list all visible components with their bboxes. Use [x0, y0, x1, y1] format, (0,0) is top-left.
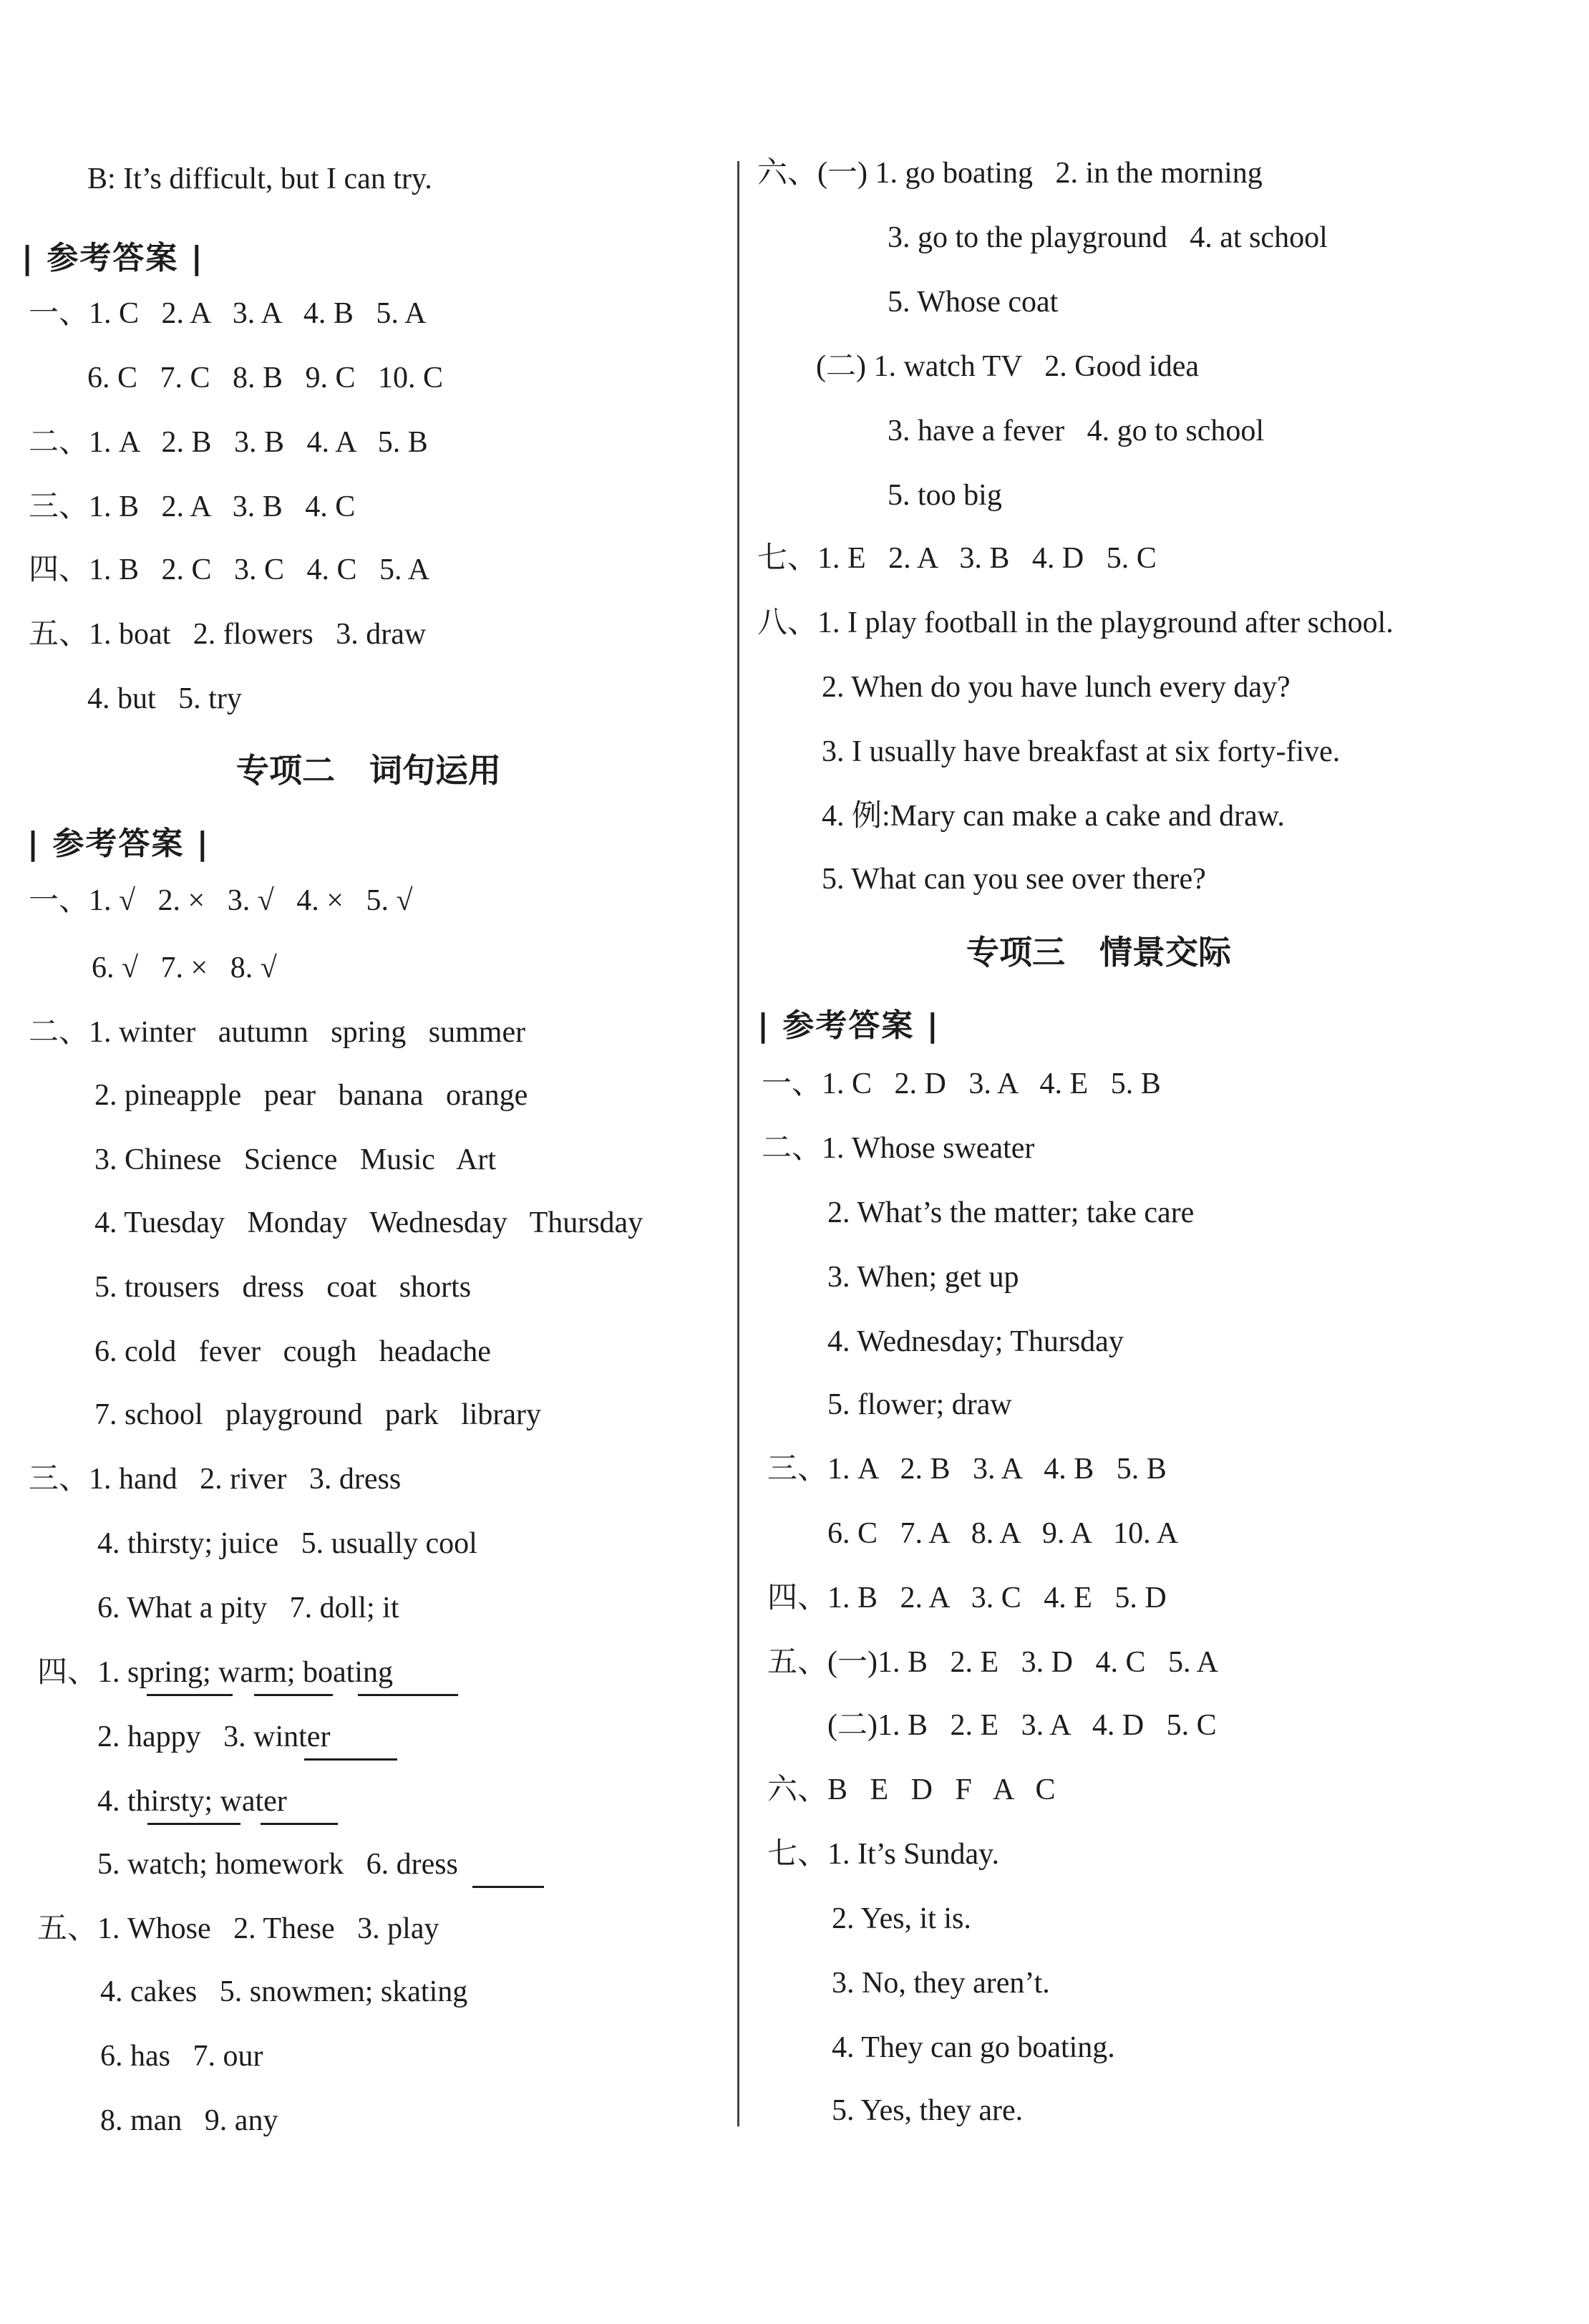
- answer-line: 5. Yes, they are.: [832, 2094, 1024, 2127]
- answer-line: 3. Chinese Science Music Art: [94, 1143, 497, 1176]
- answer-line: 五、(一)1. B 2. E 3. D 4. C 5. A: [767, 1646, 1219, 1679]
- answer-line: 七、1. E 2. A 3. B 4. D 5. C: [757, 542, 1157, 575]
- answer-line: 3. No, they aren’t.: [832, 1967, 1050, 2000]
- answer-line: (二)1. B 2. E 3. A 4. D 5. C: [827, 1709, 1217, 1742]
- answer-line: 六、B E D F A C: [767, 1773, 1056, 1806]
- answer-line: 一、1. C 2. D 3. A 4. E 5. B: [762, 1067, 1161, 1100]
- answer-line: 八、1. I play football in the playground after school.: [757, 606, 1394, 639]
- answer-line: 4. thirsty; juice 5. usually cool: [97, 1527, 477, 1560]
- answer-line: 二、1. winter autumn spring summer: [29, 1016, 526, 1049]
- answer-line: 4. Wednesday; Thursday: [827, 1325, 1124, 1358]
- underline-mark: [358, 1694, 458, 1696]
- answer-line: 4. 例:Mary can make a cake and draw.: [822, 800, 1285, 833]
- answer-line: 6. What a pity 7. doll; it: [97, 1592, 399, 1625]
- answer-line: 四、1. spring; warm; boating: [37, 1656, 393, 1689]
- underline-mark: [304, 1758, 397, 1761]
- answer-line: 五、1. Whose 2. These 3. play: [37, 1912, 439, 1945]
- section-title: 专项二 词句运用: [236, 751, 502, 790]
- answer-line: 四、1. B 2. A 3. C 4. E 5. D: [767, 1582, 1167, 1614]
- answer-line: 3. I usually have breakfast at six forty-five.: [822, 735, 1341, 768]
- answer-line: (二) 1. watch TV 2. Good idea: [816, 350, 1200, 383]
- section-title: 专项三 情景交际: [966, 933, 1232, 972]
- answer-line: 三、1. hand 2. river 3. dress: [29, 1463, 402, 1496]
- answer-line: 6. cold fever cough headache: [94, 1335, 491, 1368]
- answer-line: 6. has 7. our: [100, 2040, 263, 2073]
- underline-mark: [261, 1823, 338, 1825]
- answer-line: 5. watch; homework 6. dress: [97, 1848, 458, 1881]
- answer-line: 2. When do you have lunch every day?: [822, 671, 1291, 704]
- answer-line: 4. Tuesday Monday Wednesday Thursday: [94, 1206, 643, 1239]
- answer-key-heading: | 参考答案 |: [757, 1007, 940, 1044]
- answer-line: 5. What can you see over there?: [822, 863, 1206, 896]
- underline-mark: [147, 1823, 240, 1825]
- dialogue-line: B: It’s difficult, but I can try.: [87, 163, 432, 195]
- answer-line: 三、1. B 2. A 3. B 4. C: [29, 490, 356, 523]
- answer-line: 五、1. boat 2. flowers 3. draw: [29, 618, 427, 651]
- answer-line: 5. trousers dress coat shorts: [94, 1271, 472, 1304]
- answer-line: 二、1. Whose sweater: [762, 1132, 1035, 1165]
- answer-line: 3. When; get up: [827, 1261, 1019, 1294]
- answer-line: 七、1. It’s Sunday.: [767, 1838, 999, 1871]
- answer-line: 4. cakes 5. snowmen; skating: [100, 1975, 468, 2008]
- answer-line: 三、1. A 2. B 3. A 4. B 5. B: [767, 1453, 1167, 1486]
- answer-line: 4. They can go boating.: [832, 2031, 1115, 2064]
- answer-line: 4. but 5. try: [87, 682, 242, 715]
- answer-line: 3. go to the playground 4. at school: [888, 221, 1328, 254]
- answer-key-heading: | 参考答案 |: [21, 240, 204, 276]
- answer-line: 2. What’s the matter; take care: [827, 1196, 1195, 1229]
- underline-mark: [147, 1694, 233, 1696]
- answer-line: 3. have a fever 4. go to school: [888, 415, 1265, 447]
- answer-line: 一、1. √ 2. × 3. √ 4. × 5. √: [29, 884, 413, 917]
- answer-line: 2. happy 3. winter: [97, 1720, 331, 1753]
- underline-mark: [472, 1886, 544, 1888]
- answer-line: 2. Yes, it is.: [832, 1902, 971, 1935]
- answer-line: 5. Whose coat: [888, 286, 1059, 319]
- answer-line: 6. C 7. C 8. B 9. C 10. C: [87, 362, 444, 394]
- answer-key-heading: | 参考答案 |: [27, 825, 210, 862]
- column-divider: [737, 161, 739, 2126]
- underline-mark: [254, 1694, 333, 1696]
- answer-line: 8. man 9. any: [100, 2104, 278, 2137]
- answer-line: 六、(一) 1. go boating 2. in the morning: [757, 157, 1263, 190]
- answer-line: 6. √ 7. × 8. √: [92, 952, 277, 984]
- answer-line: 5. too big: [888, 479, 1002, 512]
- answer-line: 二、1. A 2. B 3. B 4. A 5. B: [29, 426, 428, 459]
- answer-line: 4. thirsty; water: [97, 1785, 287, 1818]
- answer-line: 6. C 7. A 8. A 9. A 10. A: [827, 1517, 1179, 1550]
- answer-line: 四、1. B 2. C 3. C 4. C 5. A: [29, 553, 430, 586]
- answer-line: 7. school playground park library: [94, 1398, 542, 1431]
- answer-line: 5. flower; draw: [827, 1388, 1012, 1421]
- answer-line: 一、1. C 2. A 3. A 4. B 5. A: [29, 297, 427, 330]
- answer-line: 2. pineapple pear banana orange: [94, 1079, 528, 1112]
